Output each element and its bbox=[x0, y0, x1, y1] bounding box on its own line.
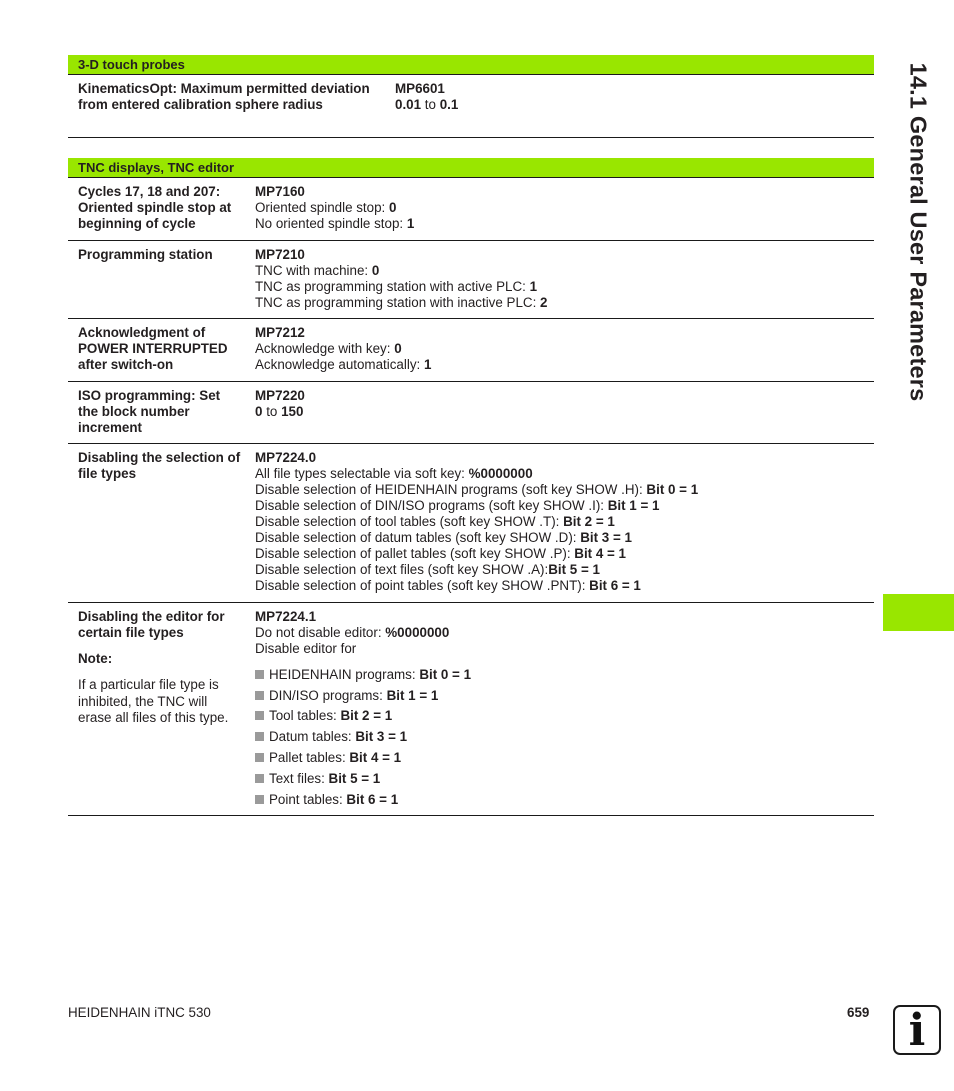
option-line: No oriented spindle stop: 1 bbox=[255, 216, 415, 231]
range-from: 0 bbox=[255, 404, 263, 419]
bullet-square-icon bbox=[255, 753, 264, 762]
param-value bbox=[255, 388, 305, 420]
option-line: TNC as programming station with inactive PLC: 2 bbox=[255, 295, 548, 310]
param-id: MP7210 bbox=[255, 247, 305, 262]
param-value bbox=[255, 609, 471, 808]
param-value bbox=[255, 184, 414, 232]
option-line: Disable selection of tool tables (soft key SHOW .T): Bit 2 = 1 bbox=[255, 514, 615, 529]
range-from: 0.01 bbox=[395, 97, 422, 112]
page-number: 659 bbox=[847, 1005, 870, 1020]
option-line: Do not disable editor: %0000000 bbox=[255, 625, 450, 640]
param-row-mp7224-1 bbox=[68, 603, 874, 816]
param-label-block bbox=[78, 609, 243, 727]
bullet-item: Text files: Bit 5 = 1 bbox=[255, 771, 471, 787]
option-line: Oriented spindle stop: 0 bbox=[255, 200, 397, 215]
option-line: Disable selection of DIN/ISO programs (soft key SHOW .I): Bit 1 = 1 bbox=[255, 498, 660, 513]
range-to: 150 bbox=[281, 404, 304, 419]
range-to-word: to bbox=[266, 404, 278, 419]
param-id: MP7224.1 bbox=[255, 609, 317, 624]
param-row-mp6601 bbox=[68, 75, 874, 138]
footer-product: HEIDENHAIN iTNC 530 bbox=[68, 1005, 211, 1020]
param-row-mp7160 bbox=[68, 178, 874, 241]
param-id: MP6601 bbox=[395, 81, 445, 96]
bullet-item: Point tables: Bit 6 = 1 bbox=[255, 792, 471, 808]
param-row-mp7212 bbox=[68, 319, 874, 382]
param-row-mp7220 bbox=[68, 382, 874, 444]
param-id: MP7160 bbox=[255, 184, 305, 199]
option-line: Disable selection of text files (soft key SHOW .A):Bit 5 = 1 bbox=[255, 562, 600, 577]
param-value bbox=[255, 247, 547, 311]
chapter-side-title bbox=[898, 52, 938, 412]
param-row-mp7224-0 bbox=[68, 444, 874, 603]
param-value bbox=[255, 325, 431, 373]
range-to-word: to bbox=[424, 97, 436, 112]
bullet-item: Datum tables: Bit 3 = 1 bbox=[255, 729, 471, 745]
section-header-touch-probes: 3-D touch probes bbox=[68, 55, 874, 75]
note-text: If a particular file type is inhibited, the TNC will erase all files of this type. bbox=[78, 677, 229, 725]
param-label: Disabling the editor for certain file types bbox=[78, 609, 225, 640]
param-label: KinematicsOpt: Maximum permitted deviation from entered calibration sphere radius bbox=[78, 81, 370, 112]
bullet-item: DIN/ISO programs: Bit 1 = 1 bbox=[255, 688, 471, 704]
section-header-tnc-displays: TNC displays, TNC editor bbox=[68, 158, 874, 178]
bullet-item: Tool tables: Bit 2 = 1 bbox=[255, 708, 471, 724]
param-id: MP7224.0 bbox=[255, 450, 317, 465]
option-line: Disable selection of point tables (soft key SHOW .PNT): Bit 6 = 1 bbox=[255, 578, 641, 593]
option-line: Acknowledge with key: 0 bbox=[255, 341, 402, 356]
param-label: Acknowledgment of POWER INTERRUPTED after switch-on bbox=[78, 325, 228, 372]
option-line: All file types selectable via soft key: %0000000 bbox=[255, 466, 533, 481]
param-id: MP7220 bbox=[255, 388, 305, 403]
info-icon: i bbox=[893, 1005, 941, 1055]
option-line: Acknowledge automatically: 1 bbox=[255, 357, 432, 372]
param-label: ISO programming: Set the block number increment bbox=[78, 388, 221, 435]
option-line: Disable editor for bbox=[255, 641, 357, 656]
option-line: TNC as programming station with active PLC: 1 bbox=[255, 279, 538, 294]
param-value bbox=[255, 450, 698, 594]
param-row-mp7210 bbox=[68, 241, 874, 319]
param-id: MP7212 bbox=[255, 325, 305, 340]
bullet-square-icon bbox=[255, 670, 264, 679]
bullet-square-icon bbox=[255, 732, 264, 741]
option-line: Disable selection of HEIDENHAIN programs (soft key SHOW .H): Bit 0 = 1 bbox=[255, 482, 699, 497]
option-line: Disable selection of datum tables (soft key SHOW .D): Bit 3 = 1 bbox=[255, 530, 632, 545]
param-label: Disabling the selection of file types bbox=[78, 450, 241, 481]
option-line: Disable selection of pallet tables (soft key SHOW .P): Bit 4 = 1 bbox=[255, 546, 627, 561]
bullet-square-icon bbox=[255, 795, 264, 804]
chapter-tab-marker bbox=[883, 594, 954, 631]
param-label: Cycles 17, 18 and 207: Oriented spindle stop at beginning of cycle bbox=[78, 184, 232, 231]
range-to: 0.1 bbox=[439, 97, 459, 112]
option-line: TNC with machine: 0 bbox=[255, 263, 380, 278]
note-heading: Note: bbox=[78, 651, 113, 666]
bullet-square-icon bbox=[255, 711, 264, 720]
bullet-square-icon bbox=[255, 691, 264, 700]
param-label: Programming station bbox=[78, 247, 213, 262]
bullet-item: Pallet tables: Bit 4 = 1 bbox=[255, 750, 471, 766]
param-value bbox=[395, 81, 458, 113]
bullet-item: HEIDENHAIN programs: Bit 0 = 1 bbox=[255, 667, 471, 683]
bullet-square-icon bbox=[255, 774, 264, 783]
chapter-title-text: 14.1 General User Parameters bbox=[905, 62, 932, 402]
